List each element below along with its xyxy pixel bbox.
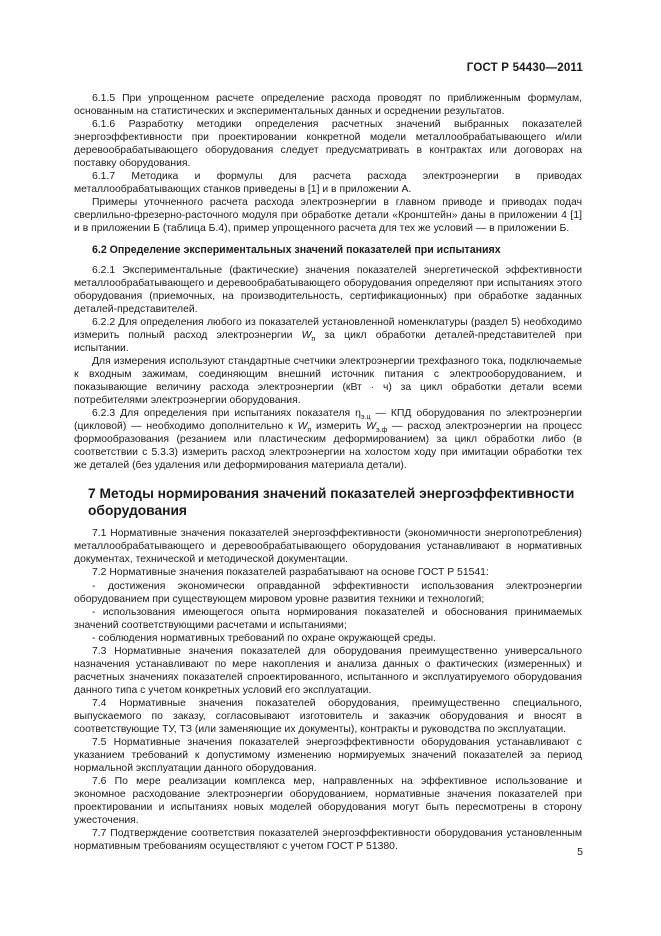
text-run: за цикл обработки деталей-представителей при испытании.: [74, 329, 582, 354]
paragraph-7-1: 7.1 Нормативные значения показателей энергоэффективности (экономичности энергопотребления) металлообрабатывающего и деревообрабатывающего оборудования устанавливают в нормативных документах, технической и методической документации.: [74, 528, 582, 566]
symbol-w: W: [297, 421, 308, 433]
symbol-subscript: п: [311, 335, 316, 343]
text-run: 6.2.2 Для определения любого из показателей установленной номенклатуры (раздел 5) необходимо измерить полный расход электроэнергии: [74, 316, 582, 341]
paragraph-6-1-5: 6.1.5 При упрощенном расчете определение расхода проводят по приближенным формулам, основанным на статистических и экспериментальных данных и осреднении результатов.: [74, 93, 582, 118]
paragraph-6-1-7: 6.1.7 Методика и формулы для расчета расхода электроэнергии в приводах металлообрабатывающих станков приведены в [1] и в приложении А.: [74, 171, 582, 196]
page-number: 5: [577, 846, 583, 858]
paragraph-6-1-6: 6.1.6 Разработку методики определения расчетных значений выбранных показателей энергоэффективности при проектировании конкретной модели металлообрабатывающего и/или деревообрабатывающего оборудования следует предусматривать в контрактах или договорах на поставку оборудования.: [74, 119, 582, 170]
paragraph-7-6: 7.6 По мере реализации комплекса мер, направленных на эффективное использование и экономное расходование электроэнергии оборудованием, нормативные значения показателей при проектировании и испытаниях новых моделей оборудования могут быть пересмотрены в сторону ужесточения.: [74, 776, 582, 827]
symbol-w: W: [301, 329, 312, 341]
symbol-subscript: э.ц: [360, 414, 371, 422]
document-code: ГОСТ Р 54430—2011: [466, 62, 583, 74]
paragraph-7-5: 7.5 Нормативные значения показателей энергоэффективности оборудования устанавливают с указанием требований к допустимому изменению нормируемых значений показателей за период нормальной эксплуатации данного оборудования.: [74, 737, 582, 775]
paragraph-7-4: 7.4 Нормативные значения показателей оборудования, преимущественно специального, выпускаемого по заказу, согласовывают изготовитель и заказчик оборудования и вносят в соответствующие ТУ, ТЗ (или заменяющие их документы), контракты и руководства по эксплуатации.: [74, 697, 582, 736]
paragraph-6-2-3: [74, 407, 582, 472]
text-run: — КПД оборудования по электроэнергии (цикловой) — необходимо дополнительно к: [74, 408, 582, 433]
document-body: [74, 92, 582, 853]
heading-section-7: 7 Методы нормирования значений показателей энергоэффективности оборудования: [88, 486, 575, 519]
heading-6-2: 6.2 Определение экспериментальных значений показателей при испытаниях: [92, 243, 501, 256]
list-item: - использования имеющегося опыта нормирования показателей и обоснования принимаемых значений соответствующими расчетами и испытаниями;: [74, 606, 582, 631]
paragraph-7-3: 7.3 Нормативные значения показателей для оборудования преимущественно универсального назначения устанавливают по мере накопления и анализа данных о фактических (измеренных) и расчетных значениях показателей спроектированного, испытанного и эксплуатируемого оборудования данного типа с учетом конкретных условий его эксплуатации.: [74, 645, 582, 696]
symbol-w: W: [366, 421, 376, 433]
text-run: — расход электроэнергии на процесс формообразования (резанием или пластическим деформированием) за цикл обработки либо (в соответствии с 5.3.3) измерить расход электроэнергии на холостом ходу при имитации обработки тех же деталей (без удаления или деформирования материала детали).: [74, 421, 582, 472]
paragraph-7-2: 7.2 Нормативные значения показателей разрабатывают на основе ГОСТ Р 51541:: [92, 567, 489, 579]
symbol-subscript: э.ф: [375, 427, 388, 435]
symbol-eta: η: [355, 408, 361, 420]
paragraph-6-2-1: 6.2.1 Экспериментальные (фактические) значения показателей энергетической эффективности металлообрабатывающего и деревообрабатывающего оборудования определяют при испытаниях этого оборудования (приемочных, на производительность, сертификационных) при обработке заданных деталей-представителей.: [74, 264, 582, 315]
list-item: - соблюдения нормативных требований по охране окружающей среды.: [92, 632, 436, 644]
paragraph-7-7: 7.7 Подтверждение соответствия показателей энергоэффективности оборудования установленным нормативным требованиям осуществляют с учетом ГОСТ Р 51380.: [74, 828, 582, 853]
text-run: 6.2.3 Для определения при испытаниях показателя: [92, 408, 356, 420]
paragraph-6-1-7-examples: Примеры уточненного расчета расхода электроэнергии в главном приводе и приводах подач сверлильно-фрезерно-расточного модуля при обработке детали «Кронштейн» даны в приложении 4 [1] и в приложении Б (таблица Б.4), пример упрощенного расчета для тех же условий — в приложении Б.: [74, 197, 582, 235]
symbol-subscript: п: [307, 427, 312, 435]
paragraph-6-2-2: [74, 316, 582, 355]
paragraph-6-2-2-meters: Для измерения используют стандартные счетчики электроэнергии трехфазного тока, подключаемые к входным зажимам, соединяющим внешний источник питания с электрооборудованием, и показывающие величину расхода электроэнергии (кВт · ч) за цикл обработки детали всеми потребителями электроэнергии оборудования.: [74, 355, 582, 407]
text-run: измерить: [311, 421, 367, 433]
list-item: - достижения экономически оправданной эффективности использования электроэнергии оборудованием при существующем мировом уровне развития техники и технологий;: [74, 580, 582, 605]
